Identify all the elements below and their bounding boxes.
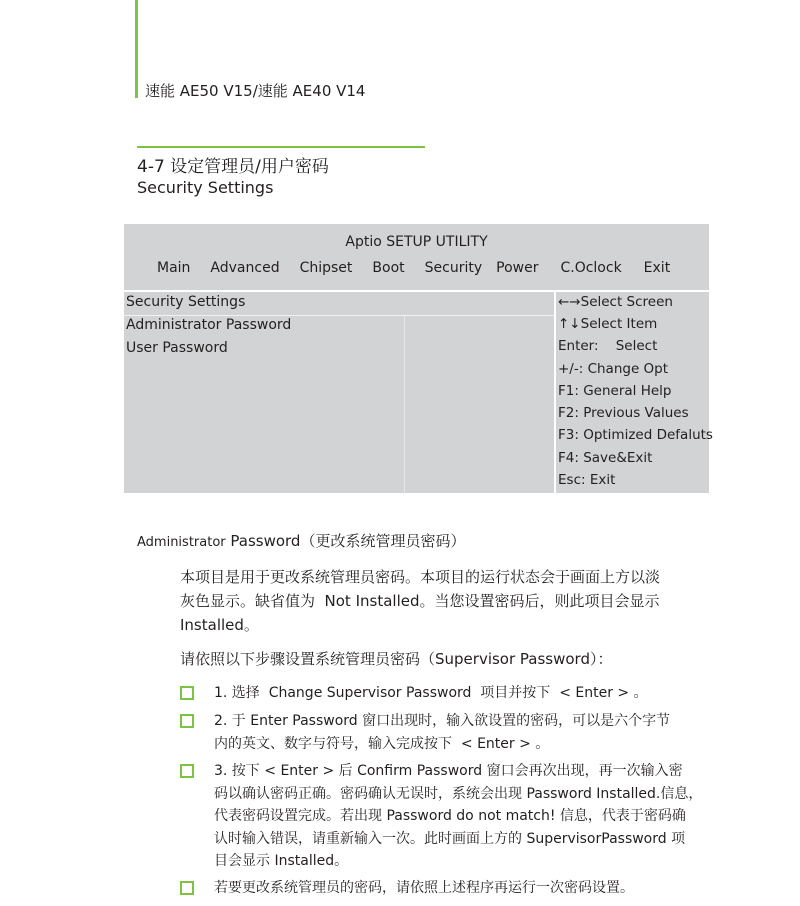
- bios-menu-bar: [157, 260, 670, 276]
- bios-menu-security[interactable]: Security: [424, 260, 483, 276]
- bios-menu-chipset[interactable]: Chipset: [299, 260, 353, 276]
- paragraph-line: Installed。: [180, 616, 259, 634]
- step-line: 目会显示 Installed。: [214, 853, 349, 869]
- step-line: 1. 选择 Change Supervisor Password 项目并按下 < Enter > 。: [214, 685, 648, 701]
- step-text: [214, 760, 710, 873]
- step-text: [214, 682, 710, 705]
- bios-menu-main[interactable]: Main: [157, 260, 191, 276]
- checkbox-bullet-icon: [180, 881, 194, 895]
- step-line: 若要更改系统管理员的密码，请依照上述程序再运行一次密码设置。: [214, 880, 634, 896]
- bios-menu-coclock[interactable]: C.Oclock: [560, 260, 622, 276]
- step-text: [214, 877, 710, 900]
- bios-help-line: F2: Previous Values: [558, 405, 689, 421]
- section-subtitle: Security Settings: [137, 178, 274, 197]
- step-line: 代表密码设置完成。若出现 Password do not match! 信息，代表于密码确: [214, 808, 686, 824]
- subsection-heading-rest: Password（更改系统管理员密码）: [225, 532, 466, 550]
- product-title: 速能 AE50 V15/速能 AE40 V14: [145, 82, 366, 100]
- step-line: 2. 于 Enter Password 窗口出现时，输入欲设置的密码，可以是六个字节: [214, 713, 671, 729]
- bios-help-panel: [556, 292, 713, 493]
- bios-panel-title: Security Settings: [126, 294, 246, 310]
- section-title: 4-7 设定管理员/用户密码: [137, 157, 329, 177]
- bios-menu-exit[interactable]: Exit: [643, 260, 671, 276]
- step-text: [214, 710, 710, 755]
- paragraph-line: 本项目是用于更改系统管理员密码。本项目的运行状态会于画面上方以淡: [180, 568, 661, 586]
- bios-header: [124, 224, 709, 290]
- bios-help-line: Enter: Select: [558, 338, 658, 354]
- bios-help-line: ↑↓Select Item: [558, 316, 658, 332]
- header-accent-bar: [135, 0, 138, 98]
- checkbox-bullet-icon: [180, 686, 194, 700]
- bios-help-line: F3: Optimized Defaluts: [558, 427, 713, 443]
- step-line: 码以确认密码正确。密码确认无误时，系统会出现 Password Installed.信息，: [214, 785, 703, 802]
- section-divider: [137, 146, 425, 148]
- bios-panel-title-row: [124, 292, 554, 316]
- checkbox-bullet-icon: [180, 714, 194, 728]
- bios-column-divider: [404, 316, 405, 493]
- bios-item-administrator-password[interactable]: Administrator Password: [126, 317, 292, 333]
- bios-help-line: +/-: Change Opt: [558, 361, 669, 377]
- bios-menu-power[interactable]: Power: [496, 260, 539, 276]
- bios-settings-panel: [124, 292, 554, 493]
- bios-help-line: F1: General Help: [558, 383, 672, 399]
- checkbox-bullet-icon: [180, 764, 194, 778]
- bios-title: Aptio SETUP UTILITY: [345, 234, 488, 250]
- step-line: 内的英文、数字与符号，输入完成按下 < Enter > 。: [214, 735, 550, 752]
- step-line: 3. 按下 < Enter > 后 Confirm Password 窗口会再次出现，再一次输入密: [214, 763, 683, 779]
- subsection-heading: [137, 530, 465, 551]
- description-paragraph: [180, 565, 705, 637]
- bios-help-line: ←→Select Screen: [558, 294, 673, 310]
- bios-item-user-password[interactable]: User Password: [126, 340, 228, 356]
- subsection-heading-en: Administrator: [137, 535, 226, 550]
- step-line: 认时输入错误，请重新输入一次。此时画面上方的 SupervisorPassword 项: [214, 830, 686, 847]
- bios-help-line: F4: Save&Exit: [558, 450, 653, 466]
- bios-screenshot: [124, 224, 713, 493]
- bios-help-line: Esc: Exit: [558, 472, 616, 488]
- bios-menu-boot[interactable]: Boot: [372, 260, 405, 276]
- steps-intro: 请依照以下步骤设置系统管理员密码（Supervisor Password）：: [180, 650, 613, 668]
- paragraph-line: 灰色显示。缺省值为 Not Installed。当您设置密码后，则此项目会显示: [180, 592, 660, 610]
- bios-menu-advanced[interactable]: Advanced: [210, 260, 280, 276]
